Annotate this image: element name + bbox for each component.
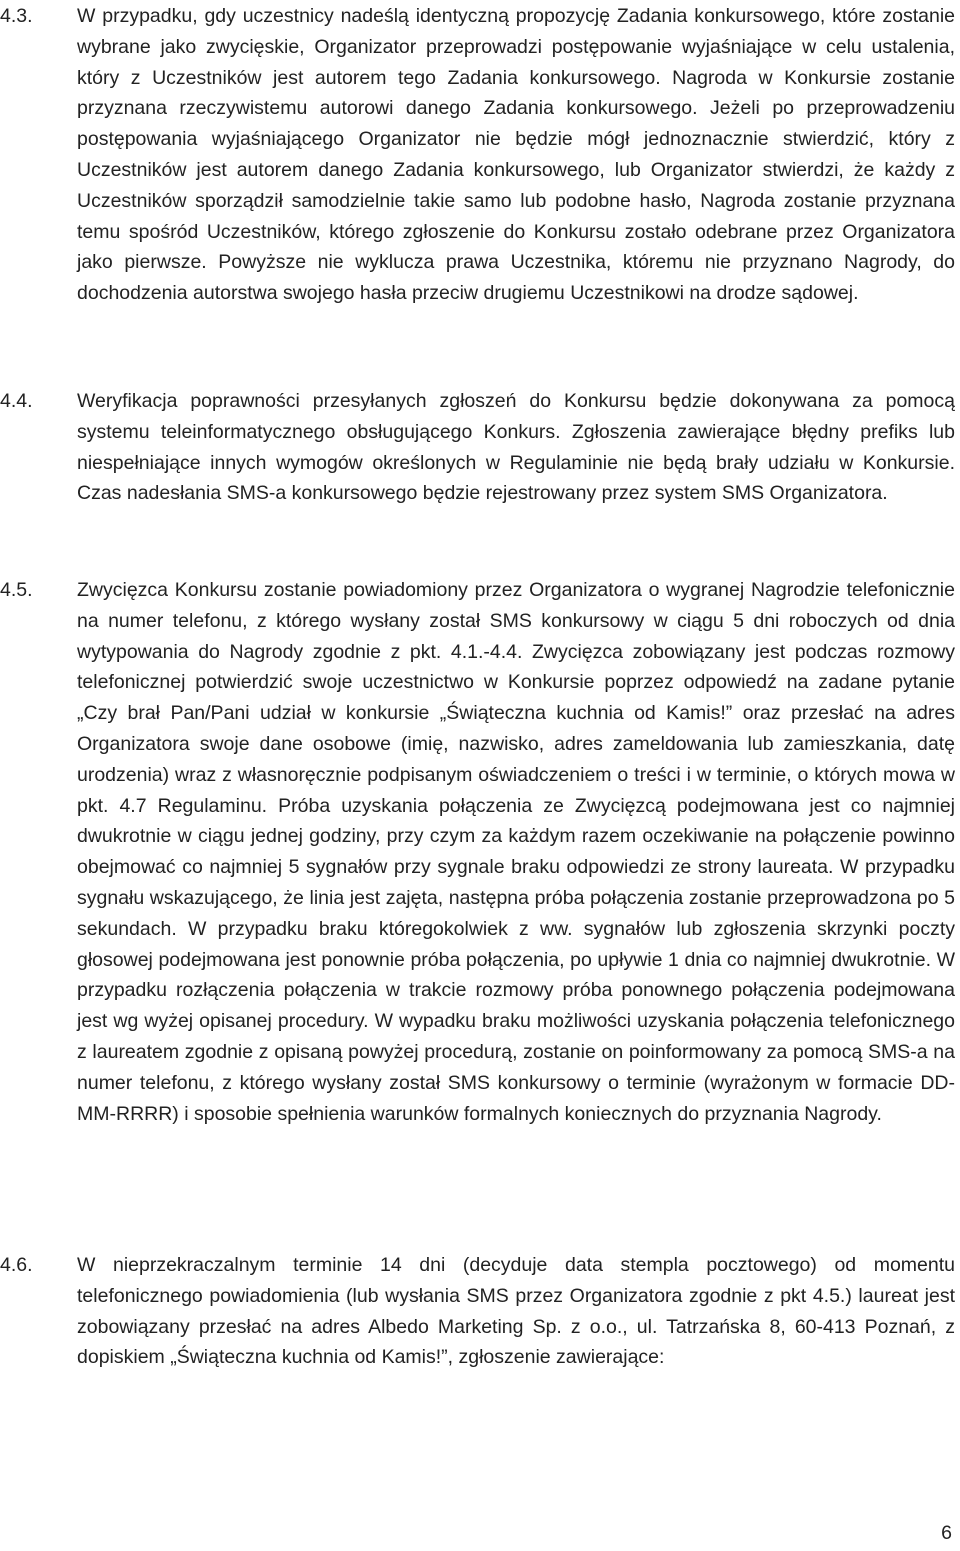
section-text: W nieprzekraczalnym terminie 14 dni (decyduje data stempla pocztowego) od momentu telefonicznego powiadomienia (lub wysłania SMS przez Organizatora zgodnie z pkt 4.5.) laureat jest zobowiązany przesłać na adres Albedo Marketing Sp. z o.o., ul. Tatrzańska 8, 60-413 Poznań, z dopiskiem „Świąteczna kuchnia od Kamis!”, zgłoszenie zawierające: — [77, 1254, 955, 1369]
section-text: W przypadku, gdy uczestnicy nadeślą identyczną propozycję Zadania konkursowego, które zostanie wybrane jako zwycięskie, Organizator przeprowadzi postępowanie wyjaśniające w celu ustalenia, który z Uczestników jest autorem tego Zadania konkursowego. Nagroda w Konkursie zostanie przyznana rzeczywistemu autorowi danego Zadania konkursowego. Jeżeli po przeprowadzeniu postępowania wyjaśniającego Organizator nie będzie mógł jednoznacznie stwierdzić, który z Uczestników jest autorem danego Zadania konkursowego, lub Organizator stwierdzi, że każdy z Uczestników sporządził samodzielnie takie samo lub podobne hasło, Nagroda zostanie przyznana temu spośród Uczestników, którego zgłoszenie do Konkursu zostało odebrane przez Organizatora jako pierwsze. Powyższe nie wyklucza prawa Uczestnika, któremu nie przyznano Nagrody, do dochodzenia autorstwa swojego hasła przeciw drugiemu Uczestnikowi na drodze sądowej. — [77, 5, 955, 305]
page-number: 6 — [941, 1522, 952, 1544]
section-text: Zwycięzca Konkursu zostanie powiadomiony przez Organizatora o wygranej Nagrodzie telefonicznie na numer telefonu, z którego wysłany został SMS konkursowy w ciągu 5 dni roboczych od dnia wytypowania do Nagrody zgodnie z pkt. 4.1.-4.4. Zwycięzca zobowiązany jest podczas rozmowy telefonicznej potwierdzić swoje uczestnictwo w Konkursie poprzez odpowiedź na zadane pytanie „Czy brał Pan/Pani udział w konkursie „Świąteczna kuchnia od Kamis!” oraz przesłać na adres Organizatora swoje dane osobowe (imię, nazwisko, adres zameldowania lub zamieszkania, datę urodzenia) wraz z własnoręcznie podpisanym oświadczeniem o treści i w terminie, o których mowa w pkt. 4.7 Regulaminu. Próba uzyskania połączenia ze Zwycięzcą podejmowana jest co najmniej dwukrotnie w ciągu jednej godziny, przy czym za każdym razem oczekiwanie na połączenie powinno obejmować co najmniej 5 sygnałów przy sygnale braku odpowiedzi ze strony laureata. W przypadku sygnału wskazującego, że linia jest zajęta, następna próba połączenia zostanie przeprowadzona po 5 sekundach. W przypadku braku któregokolwiek z ww. sygnałów lub zgłoszenia skrzynki poczty głosowej podejmowana jest ponownie próba połączenia, po upływie 1 dnia co najmniej dwukrotnie. W przypadku rozłączenia połączenia w trakcie rozmowy próba ponownego połączenia podejmowana jest wg wyżej opisanej procedury. W wypadku braku możliwości uzyskania połączenia telefonicznego z laureatem zgodnie z opisaną powyżej procedurą, zostanie on poinformowany za pomocą SMS-a na numer telefonu, z którego wysłany został SMS konkursowy o terminie (wyrażonym w formacie DD-MM-RRRR) i sposobie spełnienia warunków formalnych koniecznych do przyznania Nagrody. — [77, 579, 955, 1125]
section-number: 4.4. — [0, 390, 33, 412]
section-text: Weryfikacja poprawności przesyłanych zgłoszeń do Konkursu będzie dokonywana za pomocą systemu teleinformatycznego obsługującego Konkurs. Zgłoszenia zawierające błędny prefiks lub niespełniające innych wymogów określonych w Regulaminie nie będą brały udziału w Konkursie. Czas nadesłania SMS-a konkursowego będzie rejestrowany przez system SMS Organizatora. — [77, 390, 955, 505]
section-number: 4.6. — [0, 1254, 33, 1276]
section-number: 4.3. — [0, 5, 33, 27]
section-number: 4.5. — [0, 579, 33, 601]
